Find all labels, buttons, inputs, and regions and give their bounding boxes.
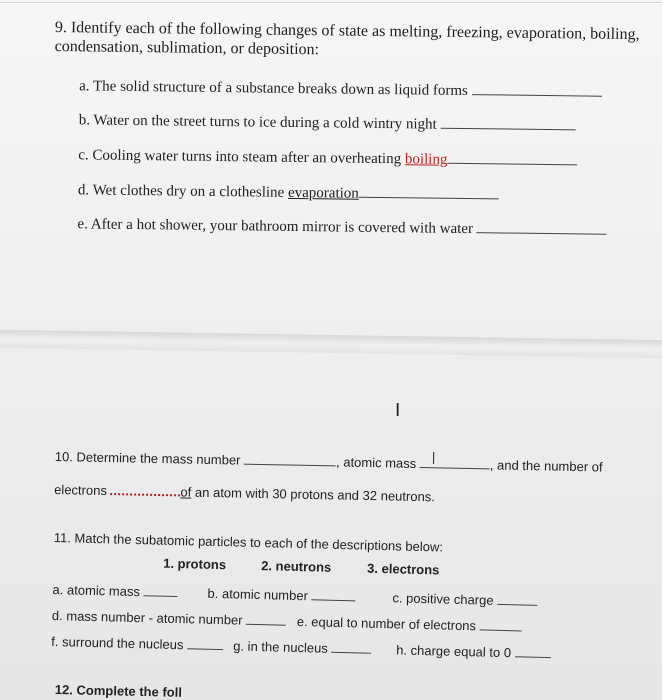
question-12: 12. Complete the foll xyxy=(54,682,183,700)
q9-item-e-blank[interactable] xyxy=(477,218,607,235)
q10-part1: 10. Determine the mass number xyxy=(54,448,241,468)
question-10 xyxy=(54,446,635,508)
q11-item-h xyxy=(396,639,551,661)
q11-option-electrons: 3. electrons xyxy=(366,560,440,578)
q9-item-d-blank[interactable] xyxy=(359,183,499,200)
q9-item-d-answer[interactable]: evaporation xyxy=(287,184,359,202)
q10-part3: , and the number of xyxy=(489,457,603,475)
q10-electrons-blank[interactable] xyxy=(110,483,180,496)
q9-stem-line1: 9. Identify each of the following changes of state as melting, freezing, evaporation, boiling, xyxy=(54,18,640,44)
q9-item-b xyxy=(79,109,576,135)
q9-item-b-blank[interactable] xyxy=(440,114,575,131)
q11-item-e-blank[interactable] xyxy=(480,615,522,631)
q11-item-f-blank[interactable] xyxy=(187,634,223,650)
q10-mass-number-blank[interactable] xyxy=(244,450,336,467)
top-edge xyxy=(0,2,662,3)
q9-item-c-answer[interactable]: boiling xyxy=(404,151,448,168)
q9-item-d xyxy=(78,179,499,204)
q10-line2 xyxy=(54,482,634,508)
q11-item-a xyxy=(52,579,177,600)
q11-item-a-label: a. atomic mass xyxy=(52,581,141,600)
q11-item-b xyxy=(207,583,355,605)
text-cursor-icon: I xyxy=(395,400,401,421)
q11-item-c-label: c. positive charge xyxy=(392,590,494,608)
q11-option-neutrons: 2. neutrons xyxy=(261,558,332,575)
q9-item-c xyxy=(78,144,577,170)
q11-item-f-label: f. surround the nucleus xyxy=(51,633,184,653)
q9-item-c-blank[interactable] xyxy=(447,149,577,166)
q10-part2: , atomic mass xyxy=(335,454,417,471)
q11-item-b-label: b. atomic number xyxy=(207,585,309,604)
q10-atomic-mass-blank[interactable]: | xyxy=(420,453,490,469)
q11-option-protons: 1. protons xyxy=(163,555,227,573)
q9-item-a-text: a. The solid structure of a substance breaks down as liquid forms xyxy=(79,78,469,100)
q11-item-f xyxy=(51,631,223,653)
q10-line1 xyxy=(55,446,635,479)
q10-part5: an atom with 30 protons and 32 neutrons. xyxy=(194,484,436,505)
q9-item-c-label: c. Cooling water turns into steam after an overheating xyxy=(78,147,402,168)
q11-item-c-blank[interactable] xyxy=(497,590,537,606)
q9-stem-line2: condensation, sublimation, or deposition: xyxy=(54,37,320,59)
q11-item-b-blank[interactable] xyxy=(311,585,355,601)
q11-stem: 11. Match the subatomic particles to each of the descriptions below: xyxy=(53,530,444,555)
q10-part4: electrons xyxy=(54,481,108,499)
q11-item-h-blank[interactable] xyxy=(515,642,551,658)
q9-item-e xyxy=(77,213,606,239)
q10-answer[interactable]: of xyxy=(180,484,192,500)
q11-item-g-blank[interactable] xyxy=(331,638,371,654)
page-divider xyxy=(0,330,662,358)
q11-item-c xyxy=(392,587,537,609)
question-11 xyxy=(51,530,614,671)
q11-item-h-label: h. charge equal to 0 xyxy=(395,642,512,661)
q9-item-a-blank[interactable] xyxy=(472,80,602,97)
q11-item-a-blank[interactable] xyxy=(143,581,177,597)
q11-item-g xyxy=(233,635,372,656)
question-9 xyxy=(54,18,645,238)
q11-item-g-label: g. in the nucleus xyxy=(233,638,329,656)
q9-item-e-text: e. After a hot shower, your bathroom mirror is covered with water xyxy=(77,216,474,238)
q11-item-d-label: d. mass number - atomic number xyxy=(51,607,243,628)
q9-item-a xyxy=(79,75,602,101)
q9-item-d-label: d. Wet clothes dry on a clothesline xyxy=(77,182,285,201)
q11-item-d-blank[interactable] xyxy=(246,610,286,626)
q11-item-e-label: e. equal to number of electrons xyxy=(296,613,477,634)
q9-item-b-text: b. Water on the street turns to ice during a cold wintry night xyxy=(78,112,437,133)
